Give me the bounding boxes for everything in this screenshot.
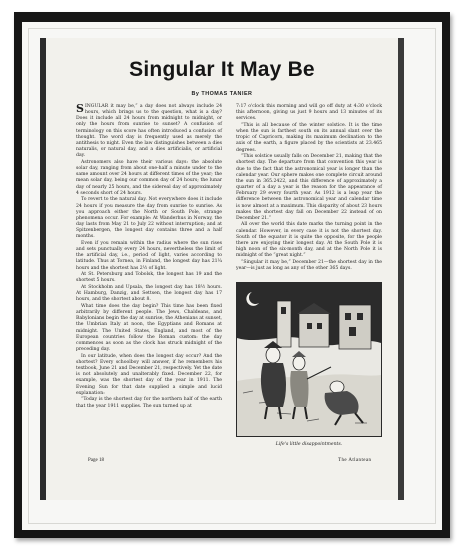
house — [299, 313, 329, 347]
publication-name: The Atlantean — [338, 458, 372, 463]
right-column — [236, 104, 382, 272]
article-byline: By THOMAS TANIER — [191, 91, 253, 97]
page-number: Page 18 — [88, 458, 104, 463]
paragraph: “Singular it may be,” December 21—the shortest day in the year—is just as long as any of the other 365 days. — [236, 259, 382, 272]
paragraph: All over the world this date marks the turning point in the calendar. However, in every case it is not the shortest day. South of the equator it is quite the opposite, for the people there are enjoying their longest day. At the South Pole it is high noon of the six-month day, and at the North Pole it is midnight of the “great night.” — [236, 222, 382, 259]
paragraph — [76, 104, 222, 159]
paragraph: “Today is the shortest day for the northern half of the earth that the year 1911 supplies. The sun turned up at — [76, 397, 222, 409]
left-column — [76, 104, 222, 454]
paragraph: At Stockholm and Upsala, the longest day has 18½ hours. At Hamburg, Danzig, and Settsen, the longest day has 17 hours, and the shortest about 8. — [76, 285, 222, 303]
paragraph: To revert to the natural day. Not everywhere does it include 24 hours if you measure the day from sunrise to sunrise. As you approach either the North or South Pole, strange phenomena occur. For example: At Wanderhus in Norway, the day lasts from May 21 to July 22 without interruption; and at Spitzenbergen, the longest day contains three and a half months. — [76, 197, 222, 240]
cartoon-illustration — [236, 282, 382, 437]
paragraph: At St. Petersburg and Tobolsk, the longest has 19 and the shortest 5 hours. — [76, 272, 222, 284]
paragraph: 7:17 o'clock this morning and will go off duty at 4:30 o'clock this afternoon, giving us just 9 hours and 13 minutes of its services. — [236, 104, 382, 122]
paragraph: Astronomers also have their various days: the absolute solar day, ranging from about one-half a minute under to the same amount over 24 hours at different times of the year; the mean solar day, being our common day of 24 hours; the lunar day of nearly 25 hours, and the sidereal day of approximately 4 seconds short of 24 hours. — [76, 159, 222, 196]
magazine-page — [40, 38, 404, 500]
drop-cap: S — [76, 102, 84, 115]
paragraph: “This is all because of the winter solstice. It is the time when the sun is farthest south on its annual slant over the tropic of Capricorn, making its maximum declination to the axis of the earth, a figure placed by the scientists at 23.465 degrees. — [236, 122, 382, 153]
paragraph: “This solstice usually falls on December 21, making that the shortest day. The departure from that convention this year is due to the fact that the astronomical year is longer than the calendar year. Our sphere makes one complete circuit around the sun in 365.2422, and this difference of approximately a quarter of a day a year is the reason for the appearance of February 29 every fourth year. As 1912 is a leap year the difference between the astronomical year and calendar time is now almost at a maximum. This disparity of about 23 hours makes the shortest day fall on December 22 instead of on December 21.” — [236, 154, 382, 221]
paragraph: What time does the day begin? This time has been fixed arbitrarily by different people. The Jews, Chaldeans, and Babylonians begin the day at sunrise, the Athenians at sunset, the Umbrian Italy at noon, the Egyptians and Romans at midnight. The United States, England, and most of the European countries follow the Roman custom: the day commences as soon as the clock has struck midnight of the preceding day. — [76, 304, 222, 353]
illustration-caption: Life's little disappointments. — [275, 442, 343, 447]
ground — [237, 374, 381, 436]
paragraph: Even if you remain within the radius where the sun rises and sets punctually every 24 hours, nevertheless the limit of the artificial day, i.e., period of light, varies according to latitude. Thus at Tornea, in Finland, the longest day has 21¼ hours and the shortest has 2½ of light. — [76, 240, 222, 271]
paragraph: In our latitude, when does the longest day occur? And the shortest? Every schoolboy will answer, if he remembers his textbook, June 21 and December 21, respectively. Yet the date is not absolutely and unalterably fixed. December 22, for example, was the shortest day of the year in 1911. The Evening Sun for that date supplied a simple and lucid explanation: — [76, 353, 222, 396]
article-title: Singular It May Be — [129, 58, 315, 81]
cartoon-drawing — [237, 283, 381, 436]
paragraph-text: INGULAR it may be,” a day does not always include 24 hours, which brings us to the question, what is a day? Does it include all 24 hours from midnight to midnight, or only the hours from sunrise to sunset? A confusion of terminology on this score has often introduced a confusion of thought. The word day is frequently used as merely the antithesis to night. Even the law distinguishes between a dies naturalis, or natural day, and a dies artificialis, or artificial day. — [76, 104, 222, 159]
